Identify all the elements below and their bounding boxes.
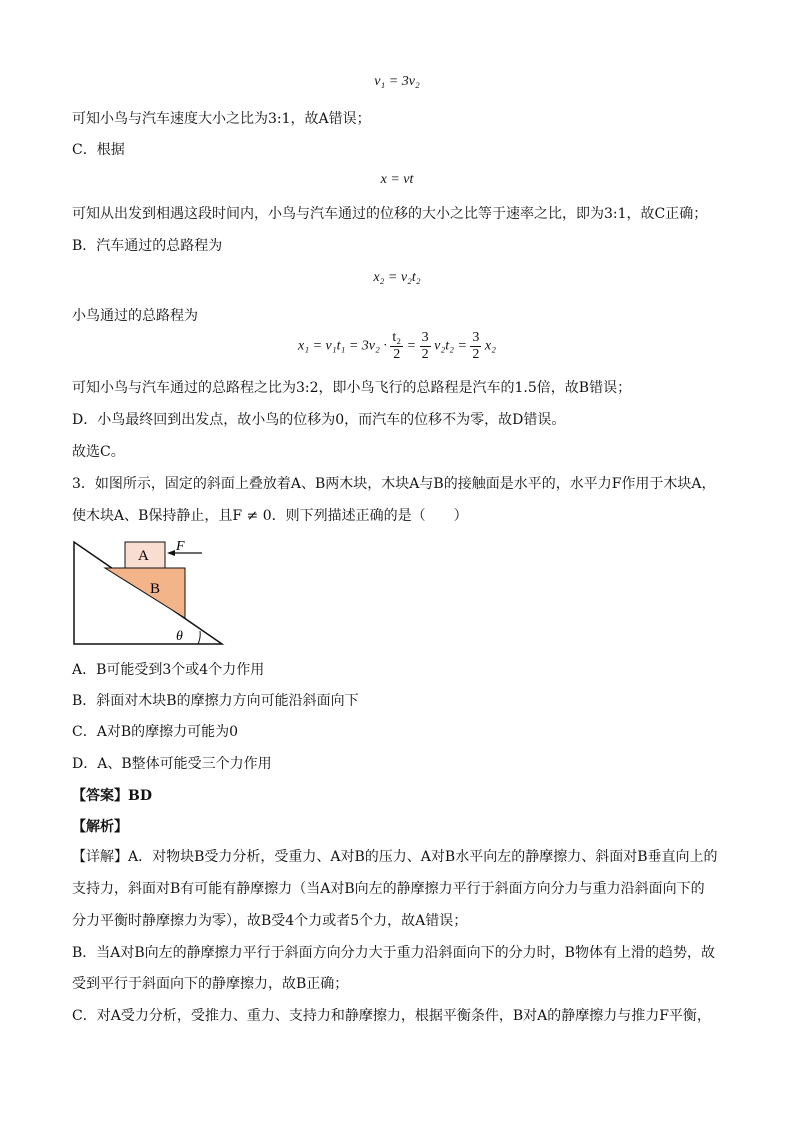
- equation-v1: v₁ = 3v₂: [374, 74, 420, 89]
- option-c: C．A对B的摩擦力可能为0: [72, 724, 239, 740]
- detail-line: 受到平行于斜面向下的静摩擦力，故B正确；: [72, 976, 349, 992]
- analysis-heading: 【解析】: [72, 819, 128, 835]
- equation-x: x = vt: [380, 172, 414, 187]
- answer: 【答案】BD: [72, 788, 152, 804]
- detail-line: 分力平衡时静摩擦力为零），故B受4个力或者5个力，故A错误；: [72, 913, 468, 929]
- fraction: [390, 330, 403, 363]
- text-line: 可知从出发到相遇这段时间内，小鸟与汽车通过的位移的大小之比等于速率之比，即为3:1，故C正确；: [72, 206, 708, 222]
- detail-line: B．当A对B向左的静摩擦力平行于斜面方向分力大于重力沿斜面向下的分力时，B物体有上滑的趋势，故: [72, 945, 715, 961]
- numerator: 3: [421, 330, 429, 345]
- detail-line: 支持力，斜面对B有可能有静摩擦力（当A对B向左的静摩擦力平行于斜面方向分力与重力沿斜面向下的: [72, 881, 705, 897]
- arrow-head: [167, 550, 175, 556]
- option-a: A．B可能受到3个或4个力作用: [72, 662, 265, 678]
- detail-line: C．对A受力分析，受推力、重力、支持力和静摩擦力，根据平衡条件，B对A的静摩擦力与推力F平衡，: [72, 1008, 711, 1024]
- option-d: D．A、B整体可能受三个力作用: [72, 756, 272, 772]
- denominator: 2: [472, 347, 480, 362]
- equation-x2: x₂ = v₂t₂: [373, 270, 421, 285]
- eq4-part: =: [406, 338, 417, 354]
- label-b: B: [150, 581, 161, 597]
- detail-line: 【详解】A．对物块B受力分析，受重力、A对B的压力、A对B水平向左的静摩擦力、斜面对B垂直向上的: [72, 849, 718, 865]
- label-theta: θ: [176, 629, 183, 644]
- text-line: 可知小鸟与汽车速度大小之比为3:1，故A错误；: [72, 111, 371, 127]
- eq4-part: v₂t₂ =: [434, 338, 467, 354]
- numerator: t₂: [392, 330, 402, 345]
- denominator: 2: [393, 347, 401, 362]
- text-line: 故选C。: [72, 444, 125, 460]
- label-a: A: [138, 548, 149, 564]
- text-line: D．小鸟最终回到出发点，故小鸟的位移为0，而汽车的位移不为零，故D错误。: [72, 412, 566, 428]
- denominator: 2: [421, 347, 429, 362]
- incline-figure: [70, 536, 230, 648]
- text-line: B．汽车通过的总路程为: [72, 238, 223, 254]
- text-line: 小鸟通过的总路程为: [72, 308, 198, 324]
- text-line: 可知小鸟与汽车通过的总路程之比为3:2，即小鸟飞行的总路程是汽车的1.5倍，故B错误；: [72, 380, 632, 396]
- question-3-line-1: 3．如图所示，固定的斜面上叠放着A、B两木块，木块A与B的接触面是水平的，水平力F作用于木块A，: [72, 476, 716, 492]
- question-3-line-2: 使木块A、B保持静止，且F ≠ 0．则下列描述正确的是（ ）: [72, 508, 468, 524]
- option-b: B．斜面对木块B的摩擦力方向可能沿斜面向下: [72, 693, 359, 709]
- eq4-part: x₂: [484, 338, 497, 354]
- text-line: C．根据: [72, 142, 125, 158]
- fraction: [470, 330, 481, 363]
- label-f: F: [176, 539, 185, 554]
- equation-x1: [0, 330, 794, 363]
- numerator: 3: [472, 330, 480, 345]
- eq4-part: x₁ = v₁t₁ = 3v₂ ·: [297, 338, 387, 354]
- fraction: [420, 330, 431, 363]
